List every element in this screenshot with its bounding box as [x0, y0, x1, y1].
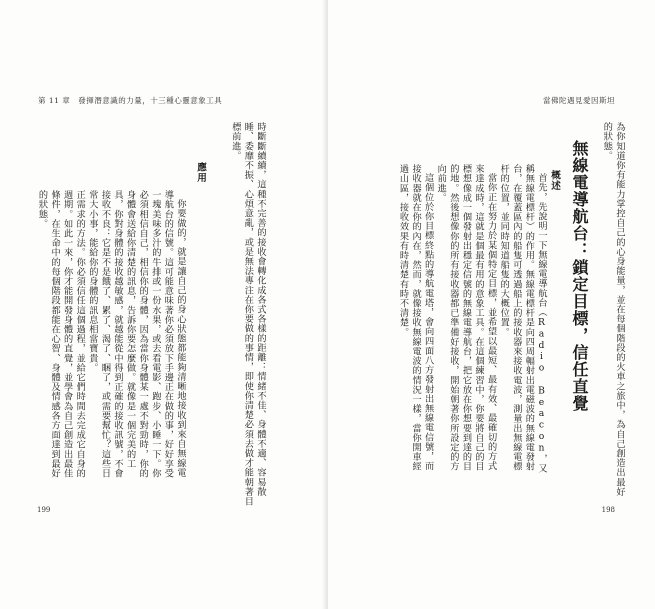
continuation-line: 標前進。: [229, 122, 241, 161]
left-running-head: 第 11 章 發揮潛意識的力量，十三種心靈意象工具: [38, 96, 223, 105]
left-body-text: [36, 190, 186, 486]
left-page-number: 199: [37, 506, 51, 514]
body-paragraph: 你要做的，就是讓自己的身心狀態都能夠清晰地接收到來自無線電導航台的信號。這可能意味著你必須放下手邊正在做的事，好好享受一塊美味多汁的牛排或一份水果，或去看電影、跑步、小睡一下。你必須相信自己，相信你的身體，因為當你身體某一處不對勁時，你的身體會送給你清楚的訊息，告訴你要怎麼做。就像是一個完美的工具，你對身體的接收越敏感，就越能從中得到正確的接收訊號，不會接收不良：它是不是餓了、累了、渴了、睏了，或需要幫忙？這些日常大小事，能給你的身體的訊息相當寶貴。: [86, 190, 186, 478]
right-page-number: 198: [601, 506, 615, 514]
left-page: [0, 0, 327, 609]
right-running-head: 當佛陀遇見愛因斯坦: [543, 96, 615, 105]
left-section-heading: 應用: [195, 162, 206, 184]
body-paragraph: 首先，先說明一下無線電導航台（Radio Beacon，又稱無線電標杆）的作用。無線電標杆是向四周輻射出電磁波的無線電發射台，在覆蓋區內的船隻可透過船上的接收器來接收電波，測量出無線電標杆的位置，並同時知道船隻的大概位置。: [498, 164, 547, 474]
left-top-continuation: [228, 122, 266, 506]
continuation-line: 時斷斷續續，這種不完善的接收會轉化成各式各樣的距離：情緒不佳、身體不適、容易散: [255, 122, 266, 497]
right-top-continuation: [600, 122, 625, 497]
right-section-heading: 概述: [549, 170, 560, 192]
continuation-line: 的狀態。: [601, 122, 613, 161]
body-paragraph: 當你正在努力於某個特定目標，並希望以最短、最有效、最確切的方式來達成時，這就是個最有用的意象工具。在這個練習中，你要將自己的目標想像成一個發射出穩定信號的無線電導航台，把它放在你想要到達的目的地。然後想像你的所有接收器都已準備好接收，開始朝著你所設定的方向前進。: [435, 164, 497, 472]
right-page: [328, 0, 655, 609]
continuation-line: 睡、委靡不振、心煩意亂，或是無法專注在你要做的事情，即使你清楚必須去做才能朝著目: [242, 122, 254, 506]
continuation-line: 為你知道你有能力掌控自己的心身能量，並在每個階段的火車之旅中，為自己創造出最好: [614, 122, 625, 497]
section-title: 無線電導航台：鎖定目標，信任直覺: [570, 140, 589, 412]
body-paragraph: 這個位於你目標終點的導航電塔，會向四面八方發射出無線電信號，而接收器就在你的內在，然而，就像接收無線電波的情況一樣，當你開車經過山區，接收效果有時清楚有時不清楚。: [397, 164, 434, 472]
body-paragraph: 正需求的方法。你必須信任這個過程，並給它們時間去完成它自身的週期。如此一來，你才能開發身體的直覺，並學會為自己創造出最佳條件，在生命中的每個階段都能在心智、身體及情感各方面達到最好的狀態。: [36, 190, 86, 478]
right-body-text: [351, 164, 547, 478]
